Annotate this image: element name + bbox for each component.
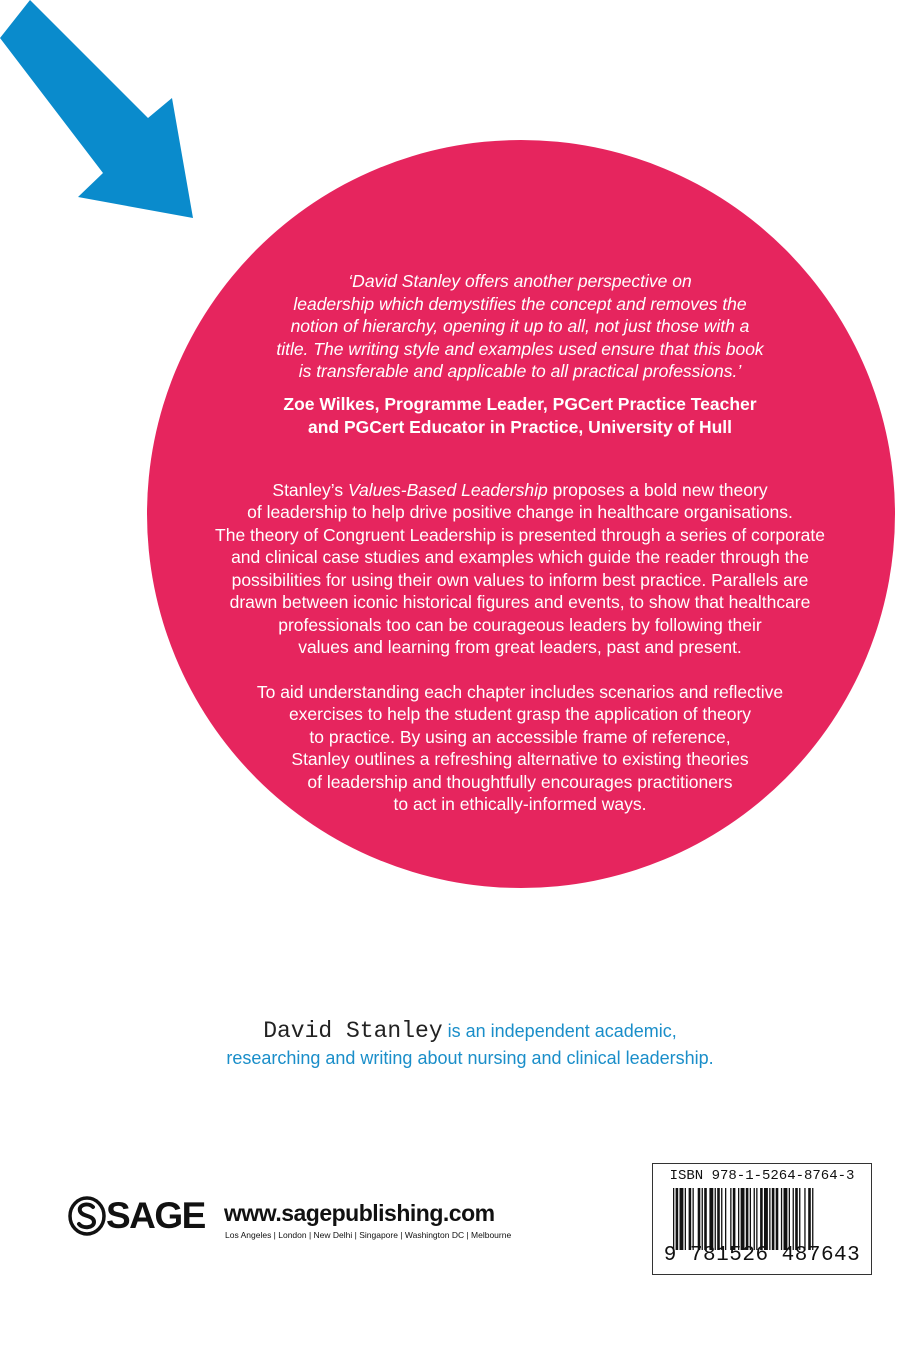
- description-line: exercises to help the student grasp the application of theory: [288, 704, 752, 724]
- barcode-bar: [756, 1188, 757, 1250]
- description-line: The theory of Congruent Leadership is presented through a series of corporate: [215, 524, 825, 545]
- description-line: to act in ethically-informed ways.: [393, 794, 647, 814]
- barcode-bar: [754, 1188, 755, 1250]
- barcode-bar: [793, 1188, 794, 1250]
- publisher-logo-text: SAGE: [106, 1195, 205, 1236]
- barcode-bar: [764, 1188, 768, 1250]
- endorsement-quote: [170, 270, 870, 383]
- sage-s-logo-icon: [68, 1196, 106, 1236]
- barcode-bar: [769, 1188, 770, 1250]
- description-line: [170, 479, 870, 502]
- barcode-bar: [804, 1188, 805, 1250]
- isbn-label: ISBN 978-1-5264-8764-3: [669, 1168, 855, 1184]
- endorsement-attribution: [170, 393, 870, 439]
- description-line: of leadership to help drive positive change in healthcare organisations.: [247, 502, 793, 522]
- quote-line: notion of hierarchy, opening it up to all, not just those with a: [290, 316, 750, 336]
- barcode-bar: [693, 1188, 694, 1250]
- author-bio: [160, 1018, 780, 1069]
- description-line: of leadership and thoughtfully encourages practitioners: [307, 771, 733, 792]
- description-line: drawn between iconic historical figures and events, to show that healthcare: [229, 592, 811, 612]
- quote-line: title. The writing style and examples used ensure that this book: [276, 338, 764, 359]
- description-paragraph-2: [170, 681, 870, 816]
- quote-line: is transferable and applicable to all practical professions.’: [298, 361, 742, 381]
- publisher-url: www.sagepublishing.com: [224, 1200, 495, 1226]
- barcode-bar: [781, 1188, 782, 1250]
- barcode-bar: [746, 1188, 749, 1250]
- description-line: possibilities for using their own values to inform best practice. Parallels are: [231, 569, 809, 590]
- description-text: proposes a bold new theory: [547, 479, 768, 500]
- isbn-barcode: [652, 1163, 872, 1275]
- barcode-bar: [741, 1188, 745, 1250]
- barcode-bar: [812, 1188, 813, 1250]
- barcode-bar: [709, 1188, 713, 1250]
- quote-line: leadership which demystifies the concept and removes the: [293, 293, 747, 314]
- barcode-bar: [730, 1188, 731, 1250]
- barcode-bar: [799, 1188, 800, 1250]
- author-bio-text: is an independent academic,: [442, 1021, 677, 1041]
- barcode-bar: [725, 1188, 726, 1250]
- description-line: to practice. By using an accessible frame of reference,: [309, 726, 731, 747]
- barcode-bar: [689, 1188, 692, 1250]
- barcode-bar: [738, 1188, 739, 1250]
- barcode-bar: [673, 1188, 674, 1250]
- author-name: David Stanley: [263, 1018, 443, 1044]
- attribution-line: and PGCert Educator in Practice, University of Hull: [308, 416, 732, 437]
- barcode-bar: [717, 1188, 720, 1250]
- description-line: professionals too can be courageous leaders by following their: [278, 614, 762, 635]
- barcode-bar: [733, 1188, 736, 1250]
- description-paragraph-1: [170, 479, 870, 659]
- description-line: and clinical case studies and examples which guide the reader through the: [231, 547, 809, 567]
- barcode-bars: [673, 1188, 863, 1250]
- description-line: values and learning from great leaders, past and present.: [298, 637, 742, 657]
- barcode-bar: [698, 1188, 701, 1250]
- barcode-bar: [808, 1188, 811, 1250]
- barcode-bar: [704, 1188, 707, 1250]
- barcode-bar: [760, 1188, 763, 1250]
- barcode-digits: 9 781526 487643: [663, 1244, 861, 1267]
- arrow-down-right-icon: [0, 0, 200, 220]
- barcode-bar: [702, 1188, 703, 1250]
- barcode-bar: [715, 1188, 716, 1250]
- barcode-bar: [721, 1188, 722, 1250]
- description-line: To aid understanding each chapter includes scenarios and reflective: [256, 681, 784, 702]
- quote-line: ‘David Stanley offers another perspective on: [348, 271, 692, 291]
- barcode-bar: [685, 1188, 686, 1250]
- barcode-bar: [784, 1188, 788, 1250]
- description-line: Stanley outlines a refreshing alternative to existing theories: [291, 749, 749, 769]
- publisher-cities: Los Angeles | London | New Delhi | Singapore | Washington DC | Melbourne: [225, 1230, 512, 1240]
- barcode-bar: [772, 1188, 775, 1250]
- barcode-bar: [795, 1188, 798, 1250]
- barcode-bar: [750, 1188, 751, 1250]
- author-bio-line-1: [160, 1018, 780, 1044]
- barcode-bar: [680, 1188, 684, 1250]
- book-title: Values-Based Leadership: [347, 479, 548, 500]
- attribution-line: Zoe Wilkes, Programme Leader, PGCert Practice Teacher: [283, 393, 757, 414]
- barcode-bar: [776, 1188, 779, 1250]
- barcode-bar: [676, 1188, 679, 1250]
- description-text: Stanley’s: [272, 479, 348, 500]
- author-bio-line-2: researching and writing about nursing and clinical leadership.: [226, 1048, 714, 1068]
- barcode-bar: [789, 1188, 790, 1250]
- circle-text-block: [170, 270, 870, 816]
